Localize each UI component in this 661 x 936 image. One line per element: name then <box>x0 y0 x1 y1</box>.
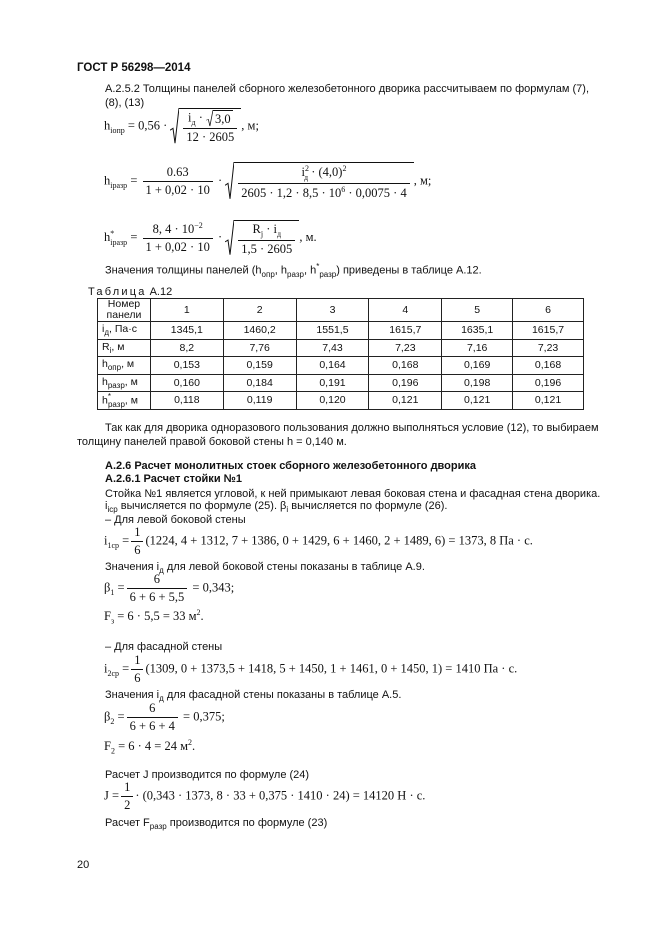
section-title: А.2.6 Расчет монолитных стоек сборного железобетонного дворика <box>105 460 476 472</box>
section-paragraph-2: $i_{icp}$ вычисляется по формуле (25). $\beta_i$ вычисляется по формуле (26). <box>105 500 448 515</box>
formula-f-z: $F_з = 6 \cdot 5,5 = 33$ $м^2$. <box>104 608 204 626</box>
facade-wall-heading: – Для фасадной стены <box>105 641 223 653</box>
table-cell: 1615,7 <box>513 322 584 340</box>
table-col-header: 3 <box>296 299 369 322</box>
table-cell: 1635,1 <box>442 322 513 340</box>
table-cell: 1345,1 <box>150 322 223 340</box>
table-cell: 0,118 <box>150 392 223 410</box>
after-table-line-2: толщину панелей правой боковой стены h = 0,140 м. <box>77 436 347 448</box>
table-cell: 0,191 <box>296 374 369 392</box>
table-cell: 0,169 <box>442 357 513 375</box>
formula-j: J = $\frac{1}{2}$ · (0,343 · 1373, 8 · 33 + 0,375 · 1410 · 24) = 14120 Н · с. <box>104 780 426 812</box>
table-cell: 0,196 <box>369 374 442 392</box>
formula-beta1: $\beta_1$ = $\frac{6}{6 + 6 + 5,5}$ = 0,343; <box>104 572 235 604</box>
left-wall-values-note: Значения $i_д$ для левой боковой стены показаны в таблице А.9. <box>105 561 425 576</box>
formula-h-opr: $h_{iопр} = 0,56$ · $i_д$ · 3,0 12 · 2605 , м; <box>104 108 259 145</box>
section-paragraph-1: Стойка №1 является угловой, к ней примыкают левая боковая стена и фасадная стена дворика. <box>105 488 601 500</box>
row-label: $i_д$, Па·с <box>98 322 151 340</box>
data-table <box>97 298 584 410</box>
table-col-header: 2 <box>223 299 296 322</box>
j-formula-note: Расчет J производится по формуле (24) <box>105 769 310 781</box>
table-col-header: 1 <box>150 299 223 322</box>
after-table-line-1: Так как для дворика одноразового пользования должно выполняться условие (12), то выбираем <box>105 422 599 434</box>
formula-beta2: $\beta_2$ = $\frac{6}{6 + 6 + 4}$ = 0,375; <box>104 701 225 733</box>
table-cell: 8,2 <box>150 339 223 357</box>
table-header-row <box>98 299 584 322</box>
table-cell: 7,16 <box>442 339 513 357</box>
table-row <box>98 339 584 357</box>
table-cell: 0,164 <box>296 357 369 375</box>
table-cell: 0,184 <box>223 374 296 392</box>
table-cell: 0,120 <box>296 392 369 410</box>
table-row <box>98 357 584 375</box>
formula-h-razr: $h_{iразр}$ = $\frac{0.63}{1 + 0,02 \cdot 10}$ · $\frac{i^2_д \cdot (4,0)^2}{2605 \cdot 1,2 \cdot 8,5 \cdot 10^6 \cdot 0,0075 \cdot 4}$ , м; <box>104 164 432 200</box>
f-formula-note: Расчет $F_{разр}$ производится по формуле (23) <box>105 817 328 832</box>
intro-paragraph: А.2.5.2 Толщины панелей сборного железобетонного дворика рассчитываем по формулам (7), (8), (13) <box>105 83 589 109</box>
section-subtitle: А.2.6.1 Расчет стойки №1 <box>105 473 243 485</box>
row-label: $h_{разр}$, м <box>98 374 151 392</box>
table-cell: 0,121 <box>369 392 442 410</box>
table-cell: 1460,2 <box>223 322 296 340</box>
table-col-header: 6 <box>513 299 584 322</box>
table-cell: 1615,7 <box>369 322 442 340</box>
table-col-header: 5 <box>442 299 513 322</box>
row-label: $h^*_{разр}$, м <box>98 392 151 410</box>
table-row <box>98 392 584 410</box>
table-cell: 0,153 <box>150 357 223 375</box>
formula-f2: $F_2 = 6 \cdot 4 = 24$ $м^2$. <box>104 738 196 756</box>
table-caption: Таблица А.12 <box>88 286 173 298</box>
table-cell: 0,198 <box>442 374 513 392</box>
formula-h-razr-star: $h^*_{iразр}$ = $\frac{8, 4 \cdot 10^{-2}}{1 + 0,02 \cdot 10}$ · $\frac{R_j \cdot i_д}{1,5 \cdot 2605}$ , м. <box>104 221 317 256</box>
table-row <box>98 374 584 392</box>
table-col-header: 4 <box>369 299 442 322</box>
table-cell: 1551,5 <box>296 322 369 340</box>
table-cell: 0,121 <box>442 392 513 410</box>
table-cell: 7,23 <box>513 339 584 357</box>
table-cell: 0,168 <box>513 357 584 375</box>
table-cell: 0,160 <box>150 374 223 392</box>
table-cell: 0,168 <box>369 357 442 375</box>
table-row <box>98 322 584 340</box>
table-cell: 7,76 <box>223 339 296 357</box>
standard-header: ГОСТ Р 56298—2014 <box>77 62 191 74</box>
table-cell: 7,43 <box>296 339 369 357</box>
table-cell: 0,196 <box>513 374 584 392</box>
table-header-label: Номер панели <box>98 299 151 322</box>
table-cell: 0,119 <box>223 392 296 410</box>
left-wall-heading: – Для левой боковой стены <box>105 514 246 526</box>
facade-values-note: Значения $i_д$ для фасадной стены показаны в таблице А.5. <box>105 689 402 704</box>
table-cell: 7,23 <box>369 339 442 357</box>
page-number: 20 <box>77 859 90 871</box>
sqrt-symbol: $i_д$ · 3,0 12 · 2605 <box>170 108 241 145</box>
row-label: $h_{опр}$, м <box>98 357 151 375</box>
table-cell: 0,121 <box>513 392 584 410</box>
row-label: $R_i$, м <box>98 339 151 357</box>
formula-i1cp: $i_{1ср}$ = $\frac{1}{6}$ (1224, 4 + 1312, 7 + 1386, 0 + 1429, 6 + 1460, 2 + 1489, 6) = 1373, 8 Па · с. <box>104 525 533 557</box>
table-cell: 0,159 <box>223 357 296 375</box>
thickness-note: Значения толщины панелей ($h_{опр}$, $h_{разр}$, $h^*_{разр}$) приведены в таблице А.12. <box>105 262 482 279</box>
formula-i2cp: $i_{2ср}$ = $\frac{1}{6}$ (1309, 0 + 1373,5 + 1418, 5 + 1450, 1 + 1461, 0 + 1450, 1) = 1410 Па · с. <box>104 653 518 685</box>
